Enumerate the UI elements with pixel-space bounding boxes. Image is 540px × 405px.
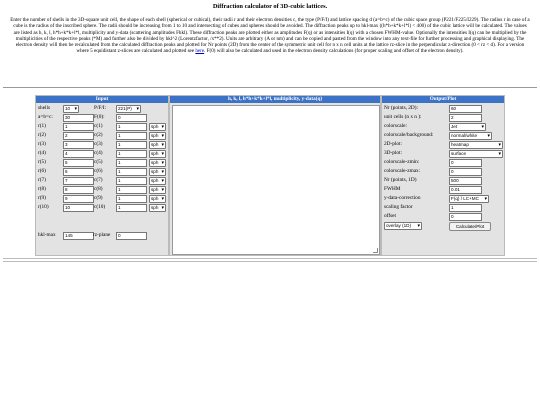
- c-label-8: c(8): [94, 186, 103, 192]
- c-label-6: c(6): [94, 168, 103, 174]
- shells-select[interactable]: 10 ▾: [63, 105, 79, 113]
- r-label-5: r(5): [38, 159, 46, 165]
- f0-input[interactable]: 0: [116, 114, 147, 122]
- plot2d-label: 2D-plot:: [384, 141, 402, 147]
- c-input-9[interactable]: 1: [116, 195, 147, 203]
- pfi-label: P/F/I:: [94, 105, 107, 111]
- input-panel: [35, 95, 169, 256]
- r-label-10: r(10): [38, 204, 49, 210]
- background-select[interactable]: normal/white ▾: [449, 132, 492, 140]
- nr1d-label: Nr (points, 1D): [384, 177, 417, 183]
- c-input-6[interactable]: 1: [116, 168, 147, 176]
- shape-select-8[interactable]: sph ▾: [149, 186, 166, 194]
- zmax-input[interactable]: 0: [449, 168, 482, 176]
- r-input-7[interactable]: 7: [63, 177, 94, 185]
- plot3d-label: 3D-plot:: [384, 150, 402, 156]
- top-divider: [3, 87, 537, 88]
- zmax-label: colorscale-zmax:: [384, 168, 421, 174]
- zmin-label: colorscale-zmin:: [384, 159, 420, 165]
- bottom-divider: [3, 258, 537, 259]
- ycorr-label: y-data-correction: [384, 195, 421, 201]
- scale-label: scaling factor: [384, 204, 413, 210]
- calculate-plot-button[interactable]: Calculate/Plot: [449, 222, 491, 231]
- r-input-10[interactable]: 10: [63, 204, 94, 212]
- plot-panel: [381, 95, 505, 256]
- shape-select-10[interactable]: sph ▾: [149, 204, 166, 212]
- shape-select-6[interactable]: sph ▾: [149, 168, 166, 176]
- output-header: h, k, l, h*h+k*k+l*l, multiplicity, y-data(q): [170, 96, 380, 103]
- nr2d-label: Nr (points, 2D):: [384, 105, 418, 111]
- shape-select-4[interactable]: sph ▾: [149, 150, 166, 158]
- rz-input[interactable]: 0: [116, 232, 147, 240]
- cells-label: unit cells (n x n ):: [384, 114, 422, 120]
- r-label-6: r(6): [38, 168, 46, 174]
- rz-label: rz-plane: [93, 232, 111, 238]
- c-label-10: c(10): [94, 204, 106, 210]
- c-input-7[interactable]: 1: [116, 177, 147, 185]
- r-label-4: r(4): [38, 150, 46, 156]
- shape-select-2[interactable]: sph ▾: [149, 132, 166, 140]
- r-label-7: r(7): [38, 177, 46, 183]
- plot3d-select[interactable]: surface ▾: [449, 150, 503, 158]
- shape-select-3[interactable]: sph ▾: [149, 141, 166, 149]
- abc-input[interactable]: 30: [63, 114, 94, 122]
- c-input-2[interactable]: 1: [116, 132, 147, 140]
- page-title: Diffraction calculator of 3D-cubic lattices.: [212, 3, 328, 10]
- r-input-6[interactable]: 6: [63, 168, 94, 176]
- ycorr-select[interactable]: F(q) / LC+MC ▾: [449, 195, 489, 203]
- r-label-9: r(9): [38, 195, 46, 201]
- colorscale-label: colorscale:: [384, 123, 407, 129]
- c-input-3[interactable]: 1: [116, 141, 147, 149]
- pfi-select[interactable]: 221(P) ▾: [116, 105, 141, 113]
- c-label-3: c(3): [94, 141, 103, 147]
- c-label-5: c(5): [94, 159, 103, 165]
- plot-header: Output/Plot: [382, 96, 504, 103]
- r-input-2[interactable]: 2: [63, 132, 94, 140]
- f0-label: F(0):: [94, 114, 105, 120]
- r-label-2: r(2): [38, 132, 46, 138]
- fwhm-label: FWHM: [384, 186, 401, 192]
- r-label-1: r(1): [38, 123, 46, 129]
- shape-select-9[interactable]: sph ▾: [149, 195, 166, 203]
- background-label: colorscale/background:: [384, 132, 434, 138]
- offset-label: offset: [384, 213, 396, 219]
- output-textarea[interactable]: [172, 105, 380, 255]
- c-input-1[interactable]: 1: [116, 123, 147, 131]
- shape-select-1[interactable]: sph ▾: [149, 123, 166, 131]
- shells-label: shells: [38, 105, 51, 111]
- c-input-10[interactable]: 1: [116, 204, 147, 212]
- c-label-9: c(9): [94, 195, 103, 201]
- plot2d-select[interactable]: heatmap ▾: [449, 141, 503, 149]
- r-label-8: r(8): [38, 186, 46, 192]
- page-description: Enter the number of shells in the 3D-square unit cell, the shape of each shell (spherical or cubical), their radii r and their electron densities c, the type (P/F/I) and lattice spacing d (a=b=c) of the cubic space group (P221/F225/I229). The radius r in case of a cube is the radius of the inscribed sphere. The radii should be increasing from 1 to 10 and intersecting of cubes and spheres should be avoided. The diffraction peaks up to hkl-max ((h*h+k*k+l*l) < 400) of the cubic lattice will be calculated. The values are listed as h, k, l, h*h+k*k+l*l, multiplicity and y-data (scattering amplitudes Fhkl). These diffraction peaks are plotted either as amplitudes F(q) or as intensities I(q) with a chosen FWHM-value. Optionally the intensities I(q) can be multiplied by the multiplicities of the respective peaks (*M) and further also be divided by hkl^2 (Lorentzfactor, /x**2). Units are arbitrary (A or nm) and can be copied and pasted from the window into any text-file for further processing and graphical displaying. The electron density will then be recalculated from the calculated diffraction peaks and plotted for Nr points (2D) from the center of the symmetric unit cell for n x n cell units at the lattice rz-slice in the perpendicular z-direction (0 < rz < d). For a version where 5 equidistant z-slices are calculated and plotted see here. F(0) will also be calculated and used in the electron density calculations (for proper scaling and offset of the electron density).: [10, 17, 530, 55]
- offset-input[interactable]: 0: [449, 213, 482, 221]
- r-input-5[interactable]: 5: [63, 159, 94, 167]
- r-input-8[interactable]: 8: [63, 186, 94, 194]
- output-panel: [169, 95, 381, 256]
- resize-grip-icon[interactable]: [373, 248, 378, 253]
- nr1d-input[interactable]: 500: [449, 177, 482, 185]
- c-input-5[interactable]: 1: [116, 159, 147, 167]
- r-input-1[interactable]: 1: [63, 123, 94, 131]
- c-label-7: c(7): [94, 177, 103, 183]
- c-label-1: c(1): [94, 123, 103, 129]
- c-input-4[interactable]: 1: [116, 150, 147, 158]
- input-header: Input: [36, 96, 168, 103]
- bottom-divider-2: [3, 261, 537, 262]
- r-input-4[interactable]: 4: [63, 150, 94, 158]
- c-label-4: c(4): [94, 150, 103, 156]
- scale-input[interactable]: 1: [449, 204, 482, 212]
- hkl-input[interactable]: 145: [63, 232, 94, 240]
- colorscale-select[interactable]: Jet ▾: [449, 123, 486, 131]
- nr2d-input[interactable]: 60: [449, 105, 482, 113]
- fwhm-input[interactable]: 0.01: [449, 186, 482, 194]
- abc-label: a=b=c:: [38, 114, 53, 120]
- c-input-8[interactable]: 1: [116, 186, 147, 194]
- hkl-label: hkl-max: [38, 232, 56, 238]
- overlay-select[interactable]: overlay (1D) ▾: [384, 222, 422, 230]
- r-input-9[interactable]: 9: [63, 195, 94, 203]
- r-input-3[interactable]: 3: [63, 141, 94, 149]
- shape-select-7[interactable]: sph ▾: [149, 177, 166, 185]
- r-label-3: r(3): [38, 141, 46, 147]
- zmin-input[interactable]: 0: [449, 159, 482, 167]
- shape-select-5[interactable]: sph ▾: [149, 159, 166, 167]
- cells-input[interactable]: 2: [449, 114, 482, 122]
- here-link[interactable]: here: [195, 48, 205, 55]
- c-label-2: c(2): [94, 132, 103, 138]
